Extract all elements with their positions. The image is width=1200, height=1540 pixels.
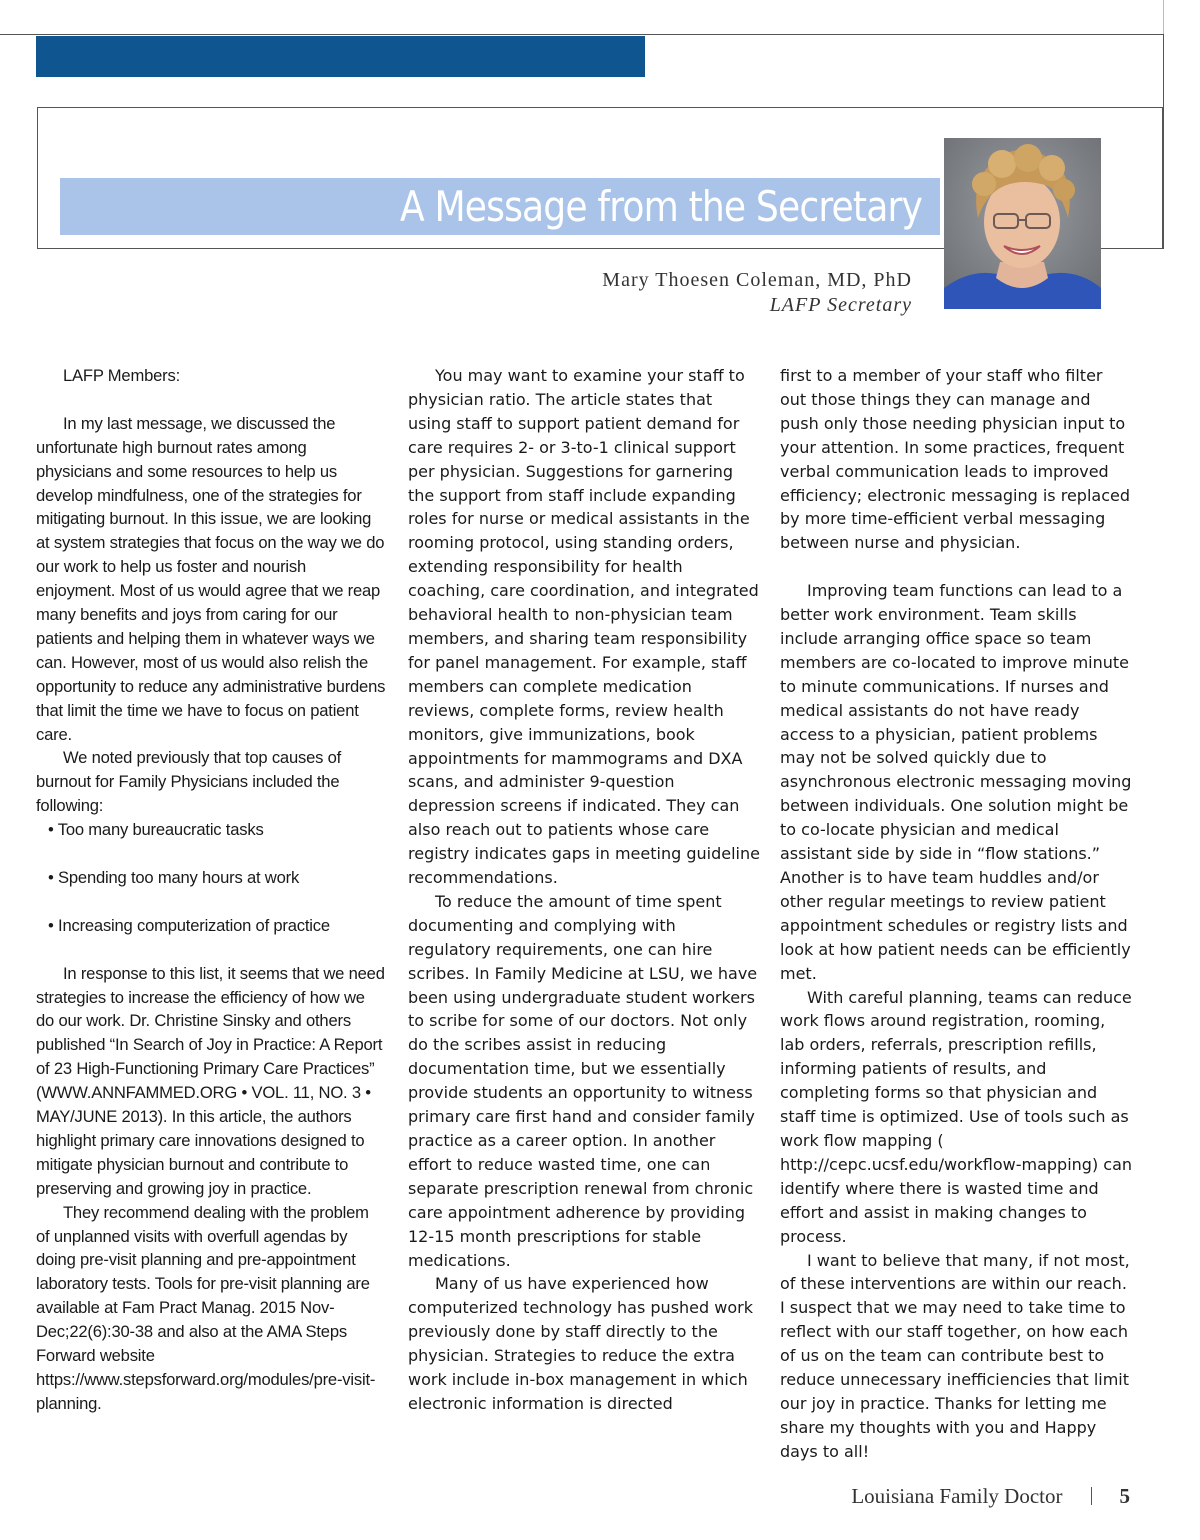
paragraph: We noted previously that top causes of burnout for Family Physicians included the following: xyxy=(36,748,342,816)
paragraph: Improving team functions can lead to a better work environment. Team skills include arranging office space so team members are co-located to improve minute to minute communications. If nurses and medical assistants do not have ready access to a physician, patient problems may not be solved quickly due to asynchronous electronic messaging moving between individuals. One solution might be to co-locate physician and medical assistant side by side in “flow stations.” Another is to have team huddles and/or other regular meetings to review patient appointment schedules or registry lists and look at how patient needs can be efficiently met. xyxy=(780,581,1132,983)
page-number: 5 xyxy=(1119,1484,1130,1508)
article-column-2 xyxy=(408,364,760,1416)
paragraph: I want to believe that many, if not most, of these interventions are within our reach. I suspect that we may need to take time to reflect with our staff together, on how each of us on the team can contribute best to reduce unnecessary inefficiencies that limit our joy in practice. Thanks for letting me share my thoughts with you and Happy days to all! xyxy=(780,1250,1130,1461)
page-footer xyxy=(700,1484,1130,1509)
header-color-bar xyxy=(36,36,645,77)
title-band xyxy=(60,178,940,235)
paragraph: With careful planning, teams can reduce work flows around registration, rooming, lab orders, referrals, prescription refills, informing patients of results, and completing forms so that physician and staff time is optimized. Use of tools such as work flow mapping ( http://cepc.ucsf.edu/workflow-mapping) can identify where there is wasted time and effort and assist in making changes to process. xyxy=(780,987,1133,1246)
bullet-item: • Increasing computerization of practice xyxy=(48,915,330,935)
author-portrait-icon xyxy=(944,138,1101,309)
article-column-3 xyxy=(780,364,1132,1464)
page-right-rule xyxy=(1163,34,1164,249)
bullet-item: • Spending too many hours at work xyxy=(48,868,300,887)
paragraph: You may want to examine your staff to physician ratio. The article states that using staff to support patient demand for care requires 2- or 3-to-1 clinical support per physician. Suggestions for garnering the support from staff include expanding roles for nurse or medical assistants in the rooming protocol, using standing orders, extending responsibility for health coaching, care coordination, and integrated behavioral health to non-physician team members, and sharing team responsibility for panel management. For example, staff members can complete medication reviews, complete forms, review health monitors, give immunizations, book appointments for mammograms and DXA scans, and administer 9-question depression screens if indicated. They can also reach out to patients whose care registry indicates gaps in meeting guideline recommendations. xyxy=(408,366,760,888)
salutation: LAFP Members: xyxy=(63,366,180,385)
author-name: Mary Thoesen Coleman, MD, PhD xyxy=(602,269,912,291)
margin-rule-top xyxy=(1163,0,1164,34)
paragraph: In response to this list, it seems that we need strategies to increase the efficiency of how we do our work. Dr. Christine Sinsky and others published “In Search of Joy in Practice: A Report of 23 High-Functioning Primary Care Practices” (WWW.ANNFAMMED.ORG • VOL. 11, NO. 3 • MAY/JUNE 2013). In this article, the authors highlight primary care innovations designed to mitigate physician burnout and contribute to preserving and growing joy in practice. xyxy=(36,963,385,1198)
publication-name: Louisiana Family Doctor xyxy=(851,1484,1063,1508)
paragraph: In my last message, we discussed the unfortunate high burnout rates among physicians and some resources to help us develop mindfulness, one of the strategies for mitigating burnout. In this issue, we are looking at system strategies that focus on the way we do our work to help us foster and nourish enjoyment. Most of us would agree that we reap many benefits and joys from caring for our patients and helping them in whatever ways we can. However, most of us would also relish the opportunity to reduce any administrative burdens that limit the time we have to focus on patient care. xyxy=(36,413,386,744)
footer-divider xyxy=(1091,1487,1092,1505)
page-title: A Message from the Secretary xyxy=(399,182,922,231)
page-top-rule xyxy=(0,34,1163,35)
author-title: LAFP Secretary xyxy=(769,294,912,316)
paragraph: Many of us have experienced how computerized technology has pushed work previously done by staff directly to the physician. Strategies to reduce the extra work include in-box management in which electronic information is directed xyxy=(408,1274,753,1413)
paragraph: first to a member of your staff who filter out those things they can manage and push only those needing physician input to your attention. In some practices, frequent verbal communication leads to improved efficiency; electronic messaging is replaced by more time-efficient verbal messaging between nurse and physician. xyxy=(780,366,1130,553)
author-photo xyxy=(944,138,1101,309)
paragraph: They recommend dealing with the problem of unplanned visits with overfull agendas by doing pre-visit planning and pre-appointment laboratory tests. Tools for pre-visit planning are available at Fam Pract Manag. 2015 Nov-Dec;22(6):30-38 and also at the AMA Steps Forward website https://www.stepsforward.org/modules/pre-visit-planning. xyxy=(36,1202,376,1413)
article-column-1 xyxy=(36,364,386,1416)
paragraph: To reduce the amount of time spent documenting and complying with regulatory requirements, one can hire scribes. In Family Medicine at LSU, we have been using undergraduate student workers to scribe for some of our doctors. Not only do the scribes assist in reducing documentation time, but we essentially provide students an opportunity to witness primary care first hand and consider family practice as a career option. In another effort to reduce wasted time, one can separate prescription renewal from chronic care appointment adherence by providing 12-15 month prescriptions for stable medications. xyxy=(408,891,758,1270)
bullet-item: • Too many bureaucratic tasks xyxy=(48,820,264,840)
author-byline xyxy=(460,267,912,317)
